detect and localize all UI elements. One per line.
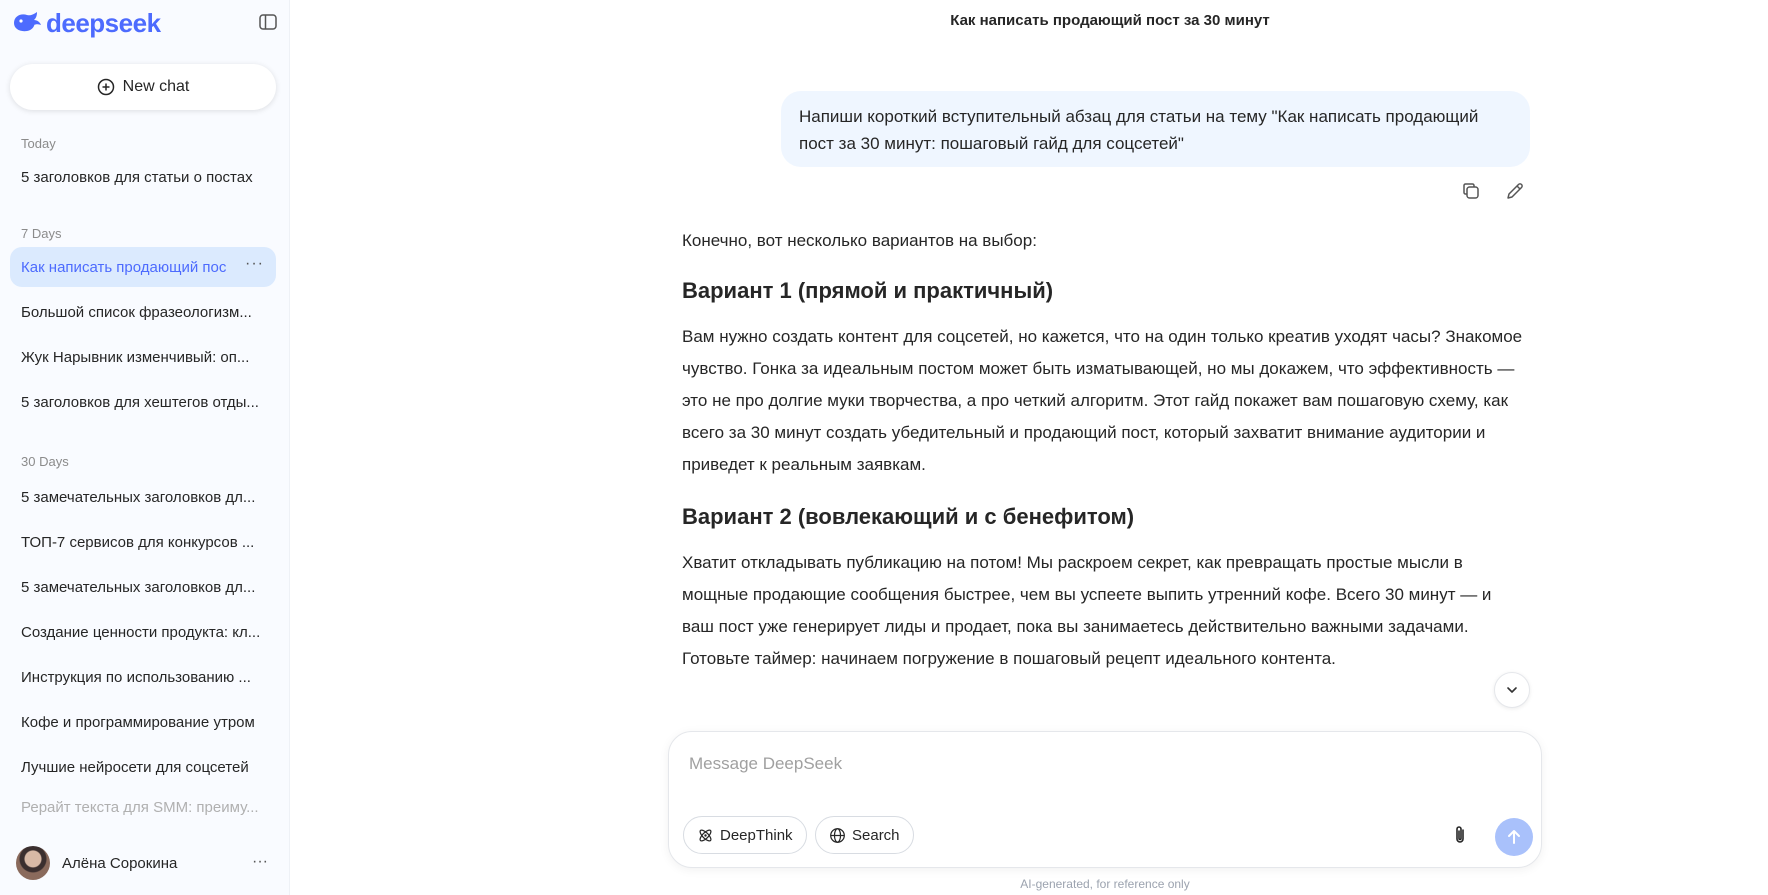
search-label: Search <box>852 826 900 844</box>
copy-button[interactable] <box>1460 180 1482 202</box>
variant-2-text: Хватит откладывать публикацию на потом! Мы раскроем секрет, как превращать простые мысли в мощные продающие сообщения быстрее, чем вы успеете выпить утренний кофе. Всего 30 минут — и ваш пост уже генерирует лиды и продает, пока вы занимаетесь действительно важными задачами. Готовьте таймер: начинаем погружение в пошаговый рецепт идеального контента. <box>682 553 1492 668</box>
user-name: Алёна Сорокина <box>62 854 178 872</box>
assistant-answer <box>682 225 1527 715</box>
send-button[interactable] <box>1495 818 1533 856</box>
new-chat-label: New chat <box>122 78 190 95</box>
sidebar <box>0 0 290 895</box>
avatar <box>16 846 50 880</box>
scroll-to-bottom-button[interactable] <box>1494 672 1530 708</box>
chevron-down-icon <box>1505 683 1519 697</box>
chat-history-item[interactable]: 5 заголовков для хештегов отды... <box>21 393 259 411</box>
conversation-title: Как написать продающий пост за 30 минут <box>950 12 1270 29</box>
chat-history-item[interactable]: 5 замечательных заголовков дл... <box>21 578 256 596</box>
sidebar-header <box>12 8 282 38</box>
new-chat-button[interactable] <box>10 64 276 110</box>
deepthink-toggle[interactable] <box>683 816 807 854</box>
arrow-up-icon <box>1505 828 1523 846</box>
chat-history-item-label: Как написать продающий пос <box>21 258 227 276</box>
edit-button[interactable] <box>1504 180 1526 202</box>
copy-icon <box>1461 181 1481 201</box>
user-profile[interactable] <box>16 845 276 881</box>
chat-history-item[interactable]: ТОП-7 сервисов для конкурсов ... <box>21 533 255 551</box>
chat-history-item[interactable]: Лучшие нейросети для соцсетей <box>21 758 249 776</box>
chat-history-item[interactable]: Жук Нарывник изменчивый: оп... <box>21 348 250 366</box>
answer-intro: Конечно, вот несколько вариантов на выбор: <box>682 231 1037 250</box>
chat-history-item[interactable]: Кофе и программирование утром <box>21 713 255 731</box>
whale-logo-icon <box>12 11 42 35</box>
section-today-label: Today <box>21 136 56 151</box>
logo-text: deepseek <box>46 7 161 38</box>
message-input[interactable] <box>689 750 1509 778</box>
variant-1-heading: Вариант 1 (прямой и практичный) <box>682 278 1054 303</box>
chat-history-item[interactable]: Рерайт текста для SMM: преиму... <box>21 798 259 816</box>
section-7-days-label: 7 Days <box>21 226 62 241</box>
attach-file-button[interactable] <box>1449 824 1471 846</box>
search-toggle[interactable] <box>815 816 914 854</box>
plus-circle-icon <box>97 78 115 96</box>
variant-1-text: Вам нужно создать контент для соцсетей, но кажется, что на один только креатив уходят часы? Знакомое чувство. Гонка за идеальным постом может быть изматывающей, но мы докажем, что эффективность — это не про долгие муки творчества, а про четкий алгоритм. Этот гайд покажет вам пошаговую схему, как всего за 30 минут создать убедительный и продающий пост, который захватит внимание аудитории и приведет к реальным заявкам. <box>682 327 1523 474</box>
sidebar-toggle-icon <box>258 12 278 32</box>
globe-icon <box>829 827 846 844</box>
chat-history-item-active[interactable] <box>10 247 276 287</box>
atom-icon <box>697 827 714 844</box>
message-composer <box>668 731 1542 868</box>
collapse-sidebar-button[interactable] <box>258 12 280 34</box>
chat-history-item[interactable]: Создание ценности продукта: кл... <box>21 623 261 641</box>
deepthink-label: DeepThink <box>720 826 793 844</box>
chat-history-item[interactable]: 5 замечательных заголовков дл... <box>21 488 256 506</box>
ai-disclaimer: AI-generated, for reference only <box>1020 877 1190 891</box>
pencil-icon <box>1505 181 1525 201</box>
paperclip-icon <box>1449 824 1471 846</box>
section-30-days-label: 30 Days <box>21 454 69 469</box>
user-message-bubble: Напиши короткий вступительный абзац для статьи на тему "Как написать продающий пост за 30 минут: пошаговый гайд для соцсетей" <box>781 91 1530 167</box>
chat-history-item[interactable]: 5 заголовков для статьи о постах <box>21 168 253 186</box>
message-actions <box>1460 180 1526 202</box>
logo[interactable] <box>12 8 161 38</box>
chat-history-item[interactable]: Инструкция по использованию ... <box>21 668 251 686</box>
variant-2-heading: Вариант 2 (вовлекающий и с бенефитом) <box>682 504 1135 529</box>
chat-options-button[interactable]: ··· <box>245 255 264 272</box>
chat-history-item[interactable]: Большой список фразеологизм... <box>21 303 252 321</box>
user-menu-button[interactable]: ··· <box>252 853 268 870</box>
